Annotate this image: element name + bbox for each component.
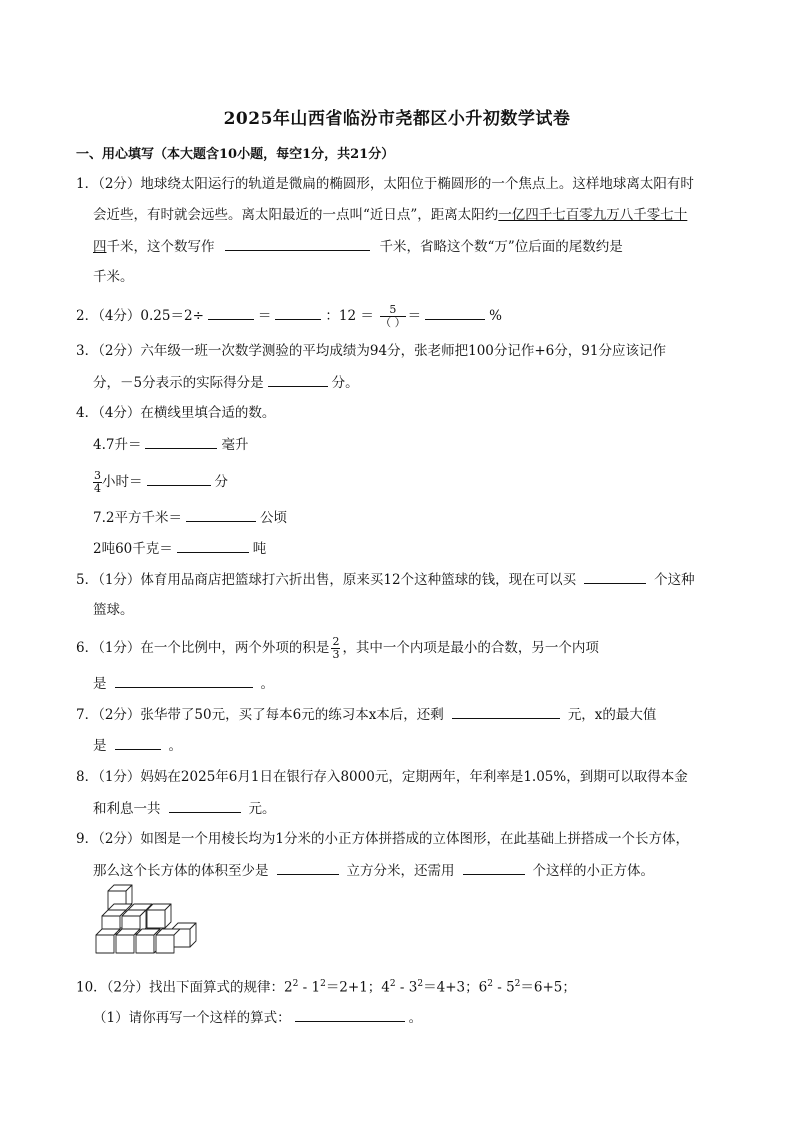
- q1-line-1: 1．（2分）地球绕太阳运行的轨道是微扁的椭圆形，太阳位于椭圆形的一个焦点上。这样地球离太阳有时: [76, 176, 694, 192]
- page-title: 2025年山西省临汾市尧都区小升初数学试卷: [223, 109, 571, 129]
- q7-blank-2[interactable]: [115, 735, 161, 750]
- q4-item-b: $\frac{3}{4}$ 小时＝ 分: [94, 469, 228, 495]
- q9-blank-2[interactable]: [463, 860, 525, 875]
- q3-line-1: 3．（2分）六年级一班一次数学测验的平均成绩为94分，张老师把100分记作+6分，91分应该记作: [76, 343, 666, 359]
- section-heading: 一、用心填写（本大题含10小题，每空1分，共21分）: [76, 147, 395, 162]
- q2-line: 2．（4分）0.25＝2÷ ＝ ：12 ＝ $\frac{5}{( )}$ ＝ %: [76, 303, 502, 329]
- q6-blank-1[interactable]: [115, 673, 253, 688]
- cube: [172, 923, 196, 947]
- q1-line-4: 千米。: [93, 269, 134, 285]
- q10-blank-1[interactable]: [295, 1007, 405, 1022]
- q5-line-2: 篮球。: [93, 602, 134, 618]
- q1-line-3: 四千米，这个数写作 千米，省略这个数“万”位后面的尾数约是: [93, 236, 623, 257]
- q4-blank-a[interactable]: [145, 434, 217, 449]
- q4-item-c: 7.2平方千米＝ 公顷: [93, 507, 287, 528]
- q4-line-1: 4．（4分）在横线里填合适的数。: [76, 405, 276, 421]
- q9-line-1: 9．（2分）如图是一个用棱长均为1分米的小正方体拼搭成的立体图形，在此基础上拼搭成一个长方体，: [76, 831, 690, 847]
- q7-line-1: 7．（2分）张华带了50元，买了每本6元的练习本x本后，还剩 元，x的最大值: [76, 704, 656, 725]
- q6-line-2: 是 。: [93, 673, 274, 694]
- q7-blank-1[interactable]: [452, 704, 560, 719]
- q8-line-2: 和利息一共 元。: [93, 798, 276, 819]
- q4-blank-b[interactable]: [147, 471, 211, 486]
- q4-blank-d[interactable]: [177, 538, 249, 553]
- q5-line-1: 5．（1分）体育用品商店把篮球打六折出售，原来买12个这种篮球的钱，现在可以买 个这种: [76, 569, 695, 590]
- cube: [147, 904, 171, 928]
- q6-fraction: $\frac{2}{3}$: [332, 635, 340, 661]
- q8-blank-1[interactable]: [169, 798, 241, 813]
- q1-blank-1[interactable]: [225, 236, 370, 251]
- q7-line-2: 是 。: [93, 735, 182, 756]
- q3-blank-1[interactable]: [268, 372, 328, 387]
- q4-item-d: 2吨60千克＝ 吨: [93, 538, 266, 559]
- q2-blank-3[interactable]: [425, 305, 485, 320]
- q2-blank-1[interactable]: [208, 305, 254, 320]
- q2-fraction: $\frac{5}{( )}$: [380, 303, 406, 329]
- q5-blank-1[interactable]: [584, 569, 646, 584]
- q8-line-1: 8．（1分）妈妈在2025年6月1日在银行存入8000元，定期两年，年利率是1.05%，到期可以取得本金: [76, 769, 688, 785]
- q9-blank-1[interactable]: [277, 860, 339, 875]
- q2-blank-2[interactable]: [275, 305, 321, 320]
- q4-item-a: 4.7升＝ 毫升: [93, 434, 248, 455]
- q1-line-2: 会近些，有时就会远些。离太阳最近的一点叫“近日点”，距离太阳约一亿四千七百零九万八千零七十: [93, 207, 688, 223]
- q4-blank-c[interactable]: [186, 507, 256, 522]
- q10-line-1: 10．（2分）找出下面算式的规律：$2^2 - 1^2=2+1$；$4^2 - 3^2=4+3$；$6^2 - 5^2=6+5$；: [76, 979, 576, 996]
- q9-line-2: 那么这个长方体的体积至少是 立方分米，还需用 个这样的小正方体。: [93, 860, 654, 881]
- q3-line-2: 分，－5分表示的实际得分是 分。: [93, 372, 359, 393]
- q10-sub-1: （1）请你再写一个这样的算式： 。: [93, 1007, 422, 1028]
- cube-stack-figure: [94, 884, 204, 964]
- q6-line-1: 6．（1分）在一个比例中，两个外项的积是 $\frac{2}{3}$ ，其中一个内项是最小的合数，另一个内项: [76, 635, 599, 661]
